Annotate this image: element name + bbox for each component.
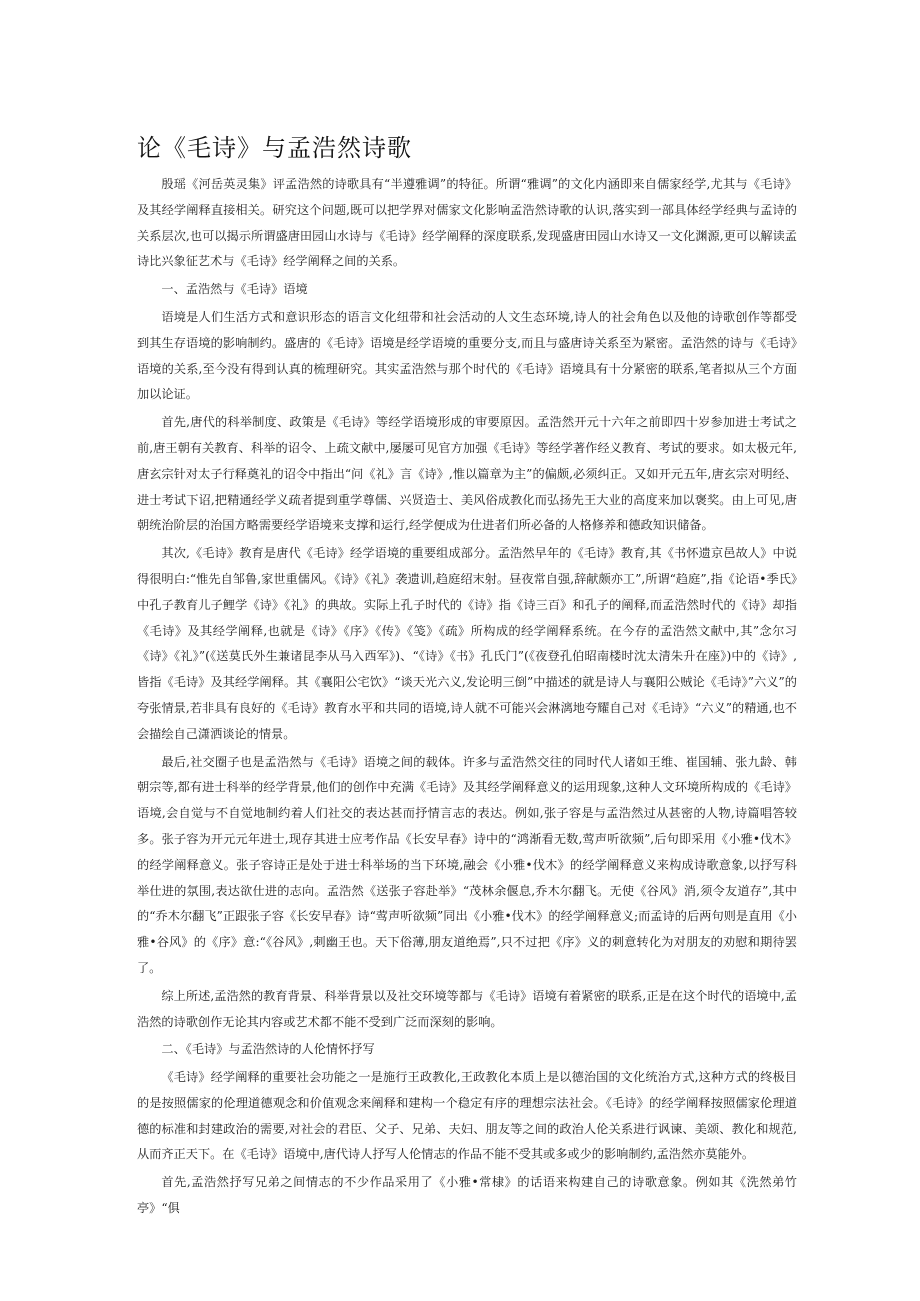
paragraph: 综上所述,孟浩然的教育背景、科举背景以及社交环境等都与《毛诗》语境有着紧密的联系,正是在这个时代的语境中,孟浩然的诗歌创作无论其内容或艺术都不能不受到广泛而深刻的影响。	[137, 988, 797, 1029]
paragraph: 其次,《毛诗》教育是唐代《毛诗》经学语境的重要组成部分。孟浩然早年的《毛诗》教育,其《书怀遗京邑故人》中说得很明白:“惟先自邹鲁,家世重儒风。《诗》《礼》袭遗训,趋庭绍末射。昼夜常自强,辞献颇亦工”,所谓“趋庭”,指《论语•季氏》中孔子教育儿子鲤学《诗》《礼》的典故。实际上孔子时代的《诗》指《诗三百》和孔子的阐释,而孟浩然时代的《诗》却指《毛诗》及其经学阐释,也就是《诗》《序》《传》《笺》《疏》所构成的经学阐释系统。在今存的孟浩然文献中,其”念尔习《诗》《礼》”(《送莫氏外生兼诸昆李从马入西军》)、“《诗》《书》孔氏门”(《夜登孔伯昭南楼时沈太清朱升在座》)中的《诗》,皆指《毛诗》及其经学阐释。其《襄阳公宅饮》“谈天光六义,发论明三倒”中描述的就是诗人与襄阳公贼论《毛诗》”六义”的夸张情景,若非具有良好的《毛诗》教育水平和共同的语境,诗人就不可能兴会淋漓地夸耀自己对《毛诗》“六义”的精通,也不会描绘自己潇洒谈论的情景。	[137, 546, 797, 741]
paragraph: 殷瑶《河岳英灵集》评孟浩然的诗歌具有“半遵雅调”的特征。所谓“雅调”的文化内涵即来自儒家经学,尤其与《毛诗》及其经学阐释直接相关。研究这个问题,既可以把学界对儒家文化影响孟浩然诗歌的认识,落实到一部具体经学经典与孟诗的关系层次,也可以揭示所谓盛唐田园山水诗与《毛诗》经学阐释的深度联系,发现盛唐田园山水诗又一文化渊源,更可以解读孟诗比兴象征艺术与《毛诗》经学阐释之间的关系。	[137, 177, 797, 269]
paragraph: 最后,社交圈子也是孟浩然与《毛诗》语境之间的载体。许多与孟浩然交往的同时代人诸如王维、崔国辅、张九龄、韩朝宗等,都有进士科举的经学背景,他们的创作中充满《毛诗》及其经学阐释意义的运用现象,这种人文环境所构成的《毛诗》语境,会自觉与不自觉地制约着人们社交的表达甚而抒情言志的表达。例如,张子容是与孟浩然过从甚密的人物,诗篇唱答较多。张子容为开元元年进士,现存其进士应考作品《长安早春》诗中的“鸿渐看无数,莺声听欲频”,后句即采用《小雅•伐木》的经学阐释意义。张子容诗正是处于进士科举场的当下环境,融会《小雅•伐木》的经学阐释意义来构成诗歌意象,以抒写科举仕进的氛围,表达欲仕进的志向。孟浩然《送张子容赴举》“茂林余偃息,乔木尔翻飞。无使《谷风》消,须令友道存”,其中的“乔木尔翻飞”正跟张子容《长安早春》诗“莺声听欲频”同出《小雅•伐木》的经学阐释意义;而孟诗的后两句则是直用《小雅•谷风》的《序》意:“《谷风》,刺幽王也。天下俗薄,朋友道绝焉”,只不过把《序》义的刺意转化为对朋友的劝慰和期待罢了。	[137, 754, 797, 975]
paragraph: 《毛诗》经学阐释的重要社会功能之一是施行王政教化,王政教化本质上是以德治国的文化统治方式,这种方式的终极目的是按照儒家的伦理道德观念和价值观念来阐释和建构一个稳定有序的理想宗法社会。《毛诗》的经学阐释按照儒家伦理道德的标准和封建政治的需要,对社会的君臣、父子、兄弟、夫妇、朋友等之间的政治人伦关系进行讽谏、美颂、教化和规范,从而齐正天下。在《毛诗》语境中,唐代诗人抒写人伦情志的作品不能不受其或多或少的影响制约,孟浩然亦莫能外。	[137, 1070, 797, 1162]
document-title: 论《毛诗》与孟浩然诗歌	[137, 134, 412, 162]
paragraph: 首先,孟浩然抒写兄弟之间情志的不少作品采用了《小雅•常棣》的话语来构建自己的诗歌意象。例如其《洗然弟竹亭》“俱	[137, 1175, 797, 1216]
paragraph: 语境是人们生活方式和意识形态的语言文化纽带和社会活动的人文生态环境,诗人的社会角色以及他的诗歌创作等都受到其生存语境的影响制约。盛唐的《毛诗》语境是经学语境的重要分支,而且与盛唐诗关系至为紧密。孟浩然的诗与《毛诗》语境的关系,至今没有得到认真的梳理研究。其实孟浩然与那个时代的《毛诗》语境具有十分紧密的联系,笔者拟从三个方面加以论证。	[137, 309, 797, 402]
section-heading: 一、孟浩然与《毛诗》语境	[161, 282, 308, 297]
section-heading: 二、《毛诗》与孟浩然诗的人伦情怀抒写	[161, 1042, 375, 1057]
paragraph: 首先,唐代的科举制度、政策是《毛诗》等经学语境形成的审要原因。孟浩然开元十六年之前即四十岁参加进士考试之前,唐王朝有关教育、科举的诏令、上疏文献中,屡屡可见官方加强《毛诗》等经学著作经义教育、考试的要求。如太极元年,唐玄宗针对太子行释奠礼的诏令中指出“问《礼》言《诗》,惟以篇章为主”的偏颇,必须纠正。又如开元五年,唐玄宗对明经、进士考试下诏,把精通经学义疏者提到重学尊儒、兴贤造士、美风俗成教化而弘扬先王大业的高度来加以褒奖。由上可见,唐朝统治阶层的治国方略需要经学语境来支撑和运行,经学便成为仕进者们所必备的人格修养和德政知识储备。	[137, 415, 797, 533]
document-body	[137, 172, 797, 1224]
